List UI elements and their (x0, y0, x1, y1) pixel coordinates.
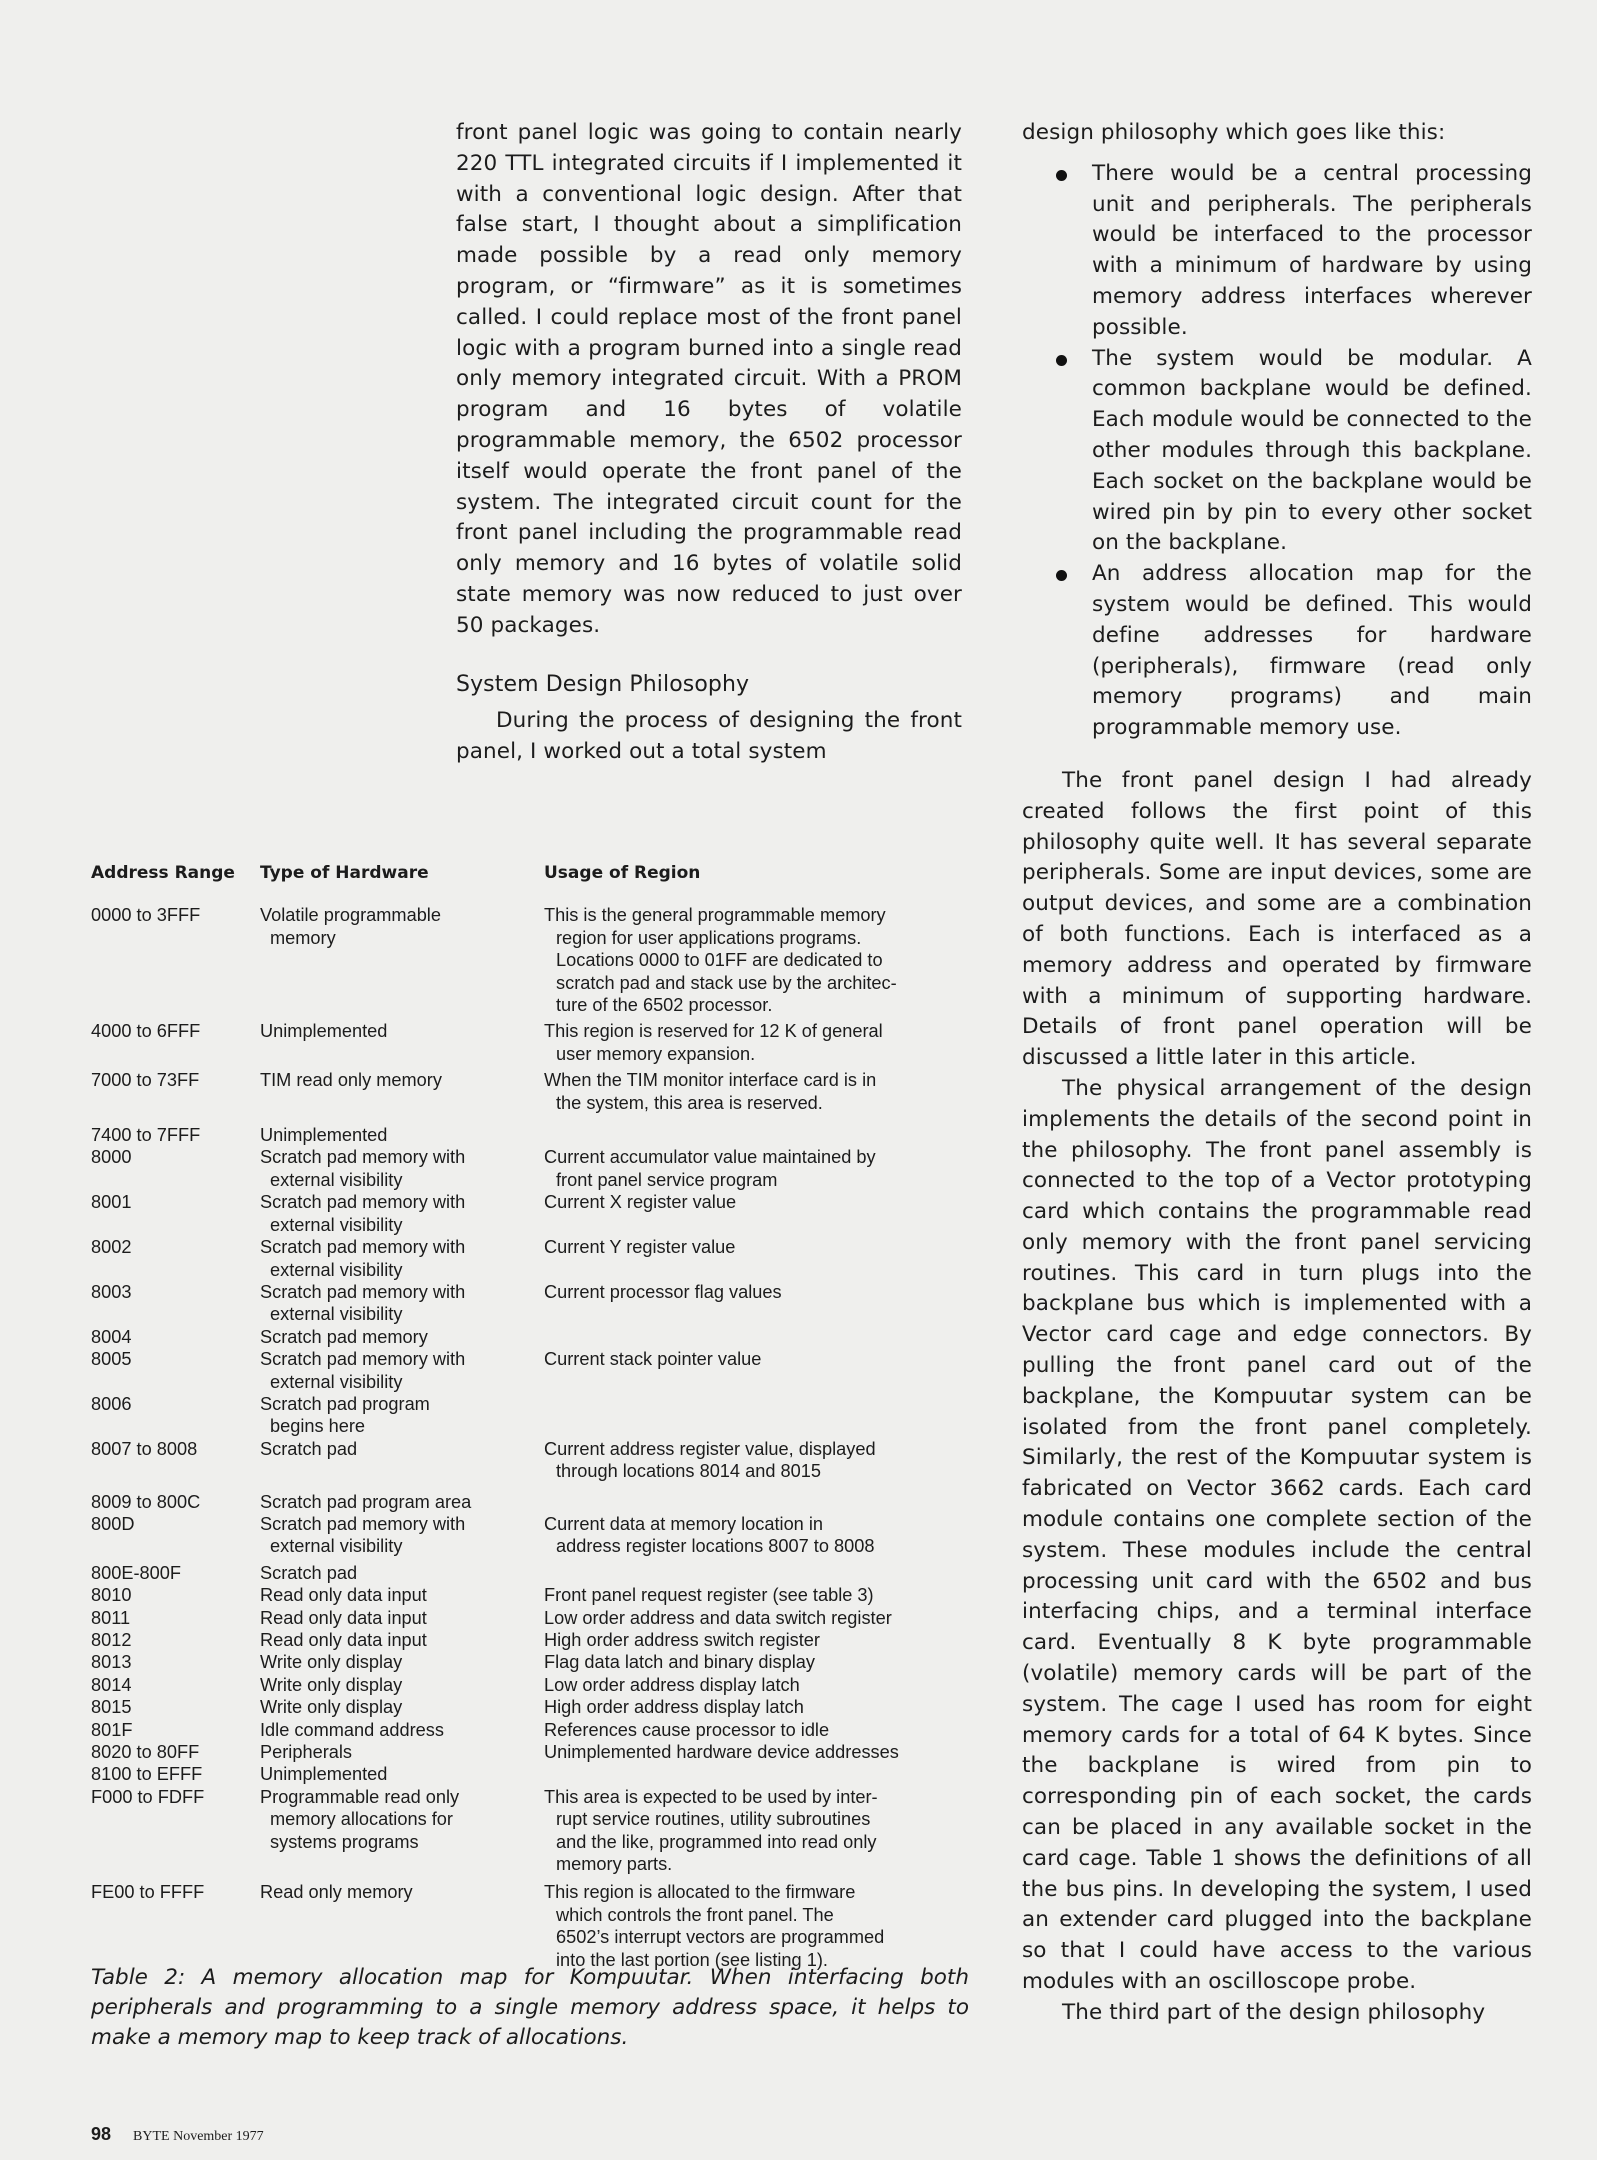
cell-usage (544, 1763, 971, 1785)
cell-address: 800D (91, 1513, 135, 1534)
cell-hardware: Scratch pad memory (260, 1326, 428, 1347)
table-caption: Table 2: A memory allocation map for Kompuutar. When interfacing both peripherals and programming to a single memory address space, it helps to make a memory map to keep track of allocations. (91, 1965, 969, 2050)
table-row (91, 1236, 971, 1281)
cell-hardware: Peripherals (260, 1742, 352, 1763)
cell-address: 8020 to 80FF (91, 1742, 200, 1763)
body-paragraph: The physical arrangement of the design implements the details of the second point in the philosophy. The front panel assembly is connected to the top of a Vector prototyping card which contains the programmable read only memory with the front panel servicing routines. This card in turn plugs into the backplane bus which is implemented with a Vector card cage and edge connectors. By pulling the front panel card out of the backplane, the Kompuutar system can be isolated from the front panel completely. Similarly, the rest of the Kompuutar system is fabricated on Vector 3662 cards. Each card module contains one complete section of the system. These modules include the central processing unit card with the 6502 and bus interfacing chips, and a terminal interface card. Eventually 8 K byte programmable (volatile) memory cards will be part of the system. The cage I used has room for eight memory cards for a total of 64 K bytes. Since the backplane is wired from pin to corresponding pin of each socket, the cards can be placed in any available socket in the card cage. Table 1 shows the definitions of all the bus pins. In developing the system, I used an extender card plugged into the backplane so that I could have access to the various modules with an oscilloscope probe. (1022, 1075, 1532, 1995)
cell-usage: This region is allocated to the firmware which controls the front panel. The 6502’s interrupt vectors are programmed into the last portion (see listing 1). (544, 1882, 885, 1970)
memory-map-table (91, 862, 971, 1971)
right-text-column (1022, 118, 1532, 2029)
cell-hardware: Scratch pad program area (260, 1491, 472, 1512)
publication-name: BYTE November 1977 (133, 2129, 264, 2144)
table-row (91, 1348, 971, 1393)
cell-address: 8014 (91, 1674, 132, 1695)
bullet-item: There would be a central processing unit and peripherals. The peripherals would be interfaced to the processor with a minimum of hardware by using memory address interfaces wherever possible. (1092, 159, 1532, 344)
cell-address: 8002 (91, 1237, 132, 1258)
cell-usage: Current stack pointer value (544, 1349, 762, 1370)
bullet-item: The system would be modular. A common backplane would be defined. Each module would be connected to the other modules through this backplane. Each socket on the backplane would be wired pin by pin to every other socket on the backplane. (1092, 344, 1532, 560)
cell-usage: Current Y register value (544, 1237, 736, 1258)
cell-usage: When the TIM monitor interface card is in the system, this area is reserved. (544, 1070, 877, 1113)
cell-address: 8013 (91, 1652, 132, 1673)
cell-address: 7400 to 7FFF (91, 1125, 201, 1146)
cell-usage: Low order address and data switch register (544, 1607, 892, 1628)
cell-hardware: Scratch pad memory with external visibility (260, 1349, 466, 1392)
cell-hardware: Read only memory (260, 1882, 413, 1903)
table-row (91, 1629, 971, 1651)
cell-address: 8004 (91, 1326, 132, 1347)
table-row (91, 1584, 971, 1606)
table-row (91, 1741, 971, 1763)
cell-usage: Flag data latch and binary display (544, 1652, 815, 1673)
middle-text-column (456, 118, 962, 768)
cell-hardware: Scratch pad memory with external visibility (260, 1281, 466, 1325)
cell-usage: References cause processor to idle (544, 1719, 830, 1740)
cell-usage: High order address switch register (544, 1630, 820, 1650)
table-row (91, 1326, 971, 1348)
cell-address: 8000 (91, 1147, 132, 1168)
bullet-list (1022, 159, 1532, 744)
table-row (91, 1281, 971, 1326)
cell-hardware: Unimplemented (260, 1125, 388, 1146)
cell-hardware: Idle command address (260, 1719, 444, 1740)
table-row (91, 904, 971, 1016)
cell-address: 8001 (91, 1192, 132, 1213)
table-row (91, 1786, 971, 1876)
cell-hardware: Write only display (260, 1674, 403, 1695)
cell-hardware: Programmable read only memory allocations for systems programs (260, 1786, 460, 1852)
cell-address: 4000 to 6FFF (91, 1021, 201, 1042)
table-row (91, 1881, 971, 1971)
bullet-item: An address allocation map for the system would be defined. This would define addresses for hardware (peripherals), firmware (read only memory programs) and main programmable memory use. (1092, 559, 1532, 744)
table-row (91, 1562, 971, 1584)
cell-address: 8006 (91, 1393, 132, 1414)
cell-hardware: Read only data input (260, 1585, 427, 1606)
cell-address: 8005 (91, 1349, 132, 1370)
cell-hardware: Scratch pad memory with external visibility (260, 1192, 466, 1235)
cell-usage (544, 1393, 971, 1438)
cell-address: 800E-800F (91, 1562, 181, 1583)
cell-hardware: Scratch pad memory with external visibility (260, 1237, 466, 1280)
cell-address: 7000 to 73FF (91, 1070, 200, 1091)
cell-usage: Unimplemented hardware device addresses (544, 1742, 899, 1763)
table-row (91, 1124, 971, 1146)
cell-address: 8010 (91, 1585, 132, 1606)
bullet-dot-icon (1056, 170, 1067, 181)
cell-address: 8015 (91, 1697, 132, 1718)
table-row (91, 1607, 971, 1629)
cell-address: 8012 (91, 1630, 132, 1650)
header-hardware-type: Type of Hardware (260, 863, 429, 883)
table-row (91, 1491, 971, 1513)
cell-hardware: Scratch pad (260, 1562, 358, 1583)
cell-hardware: Scratch pad memory with external visibility (260, 1513, 466, 1557)
cell-hardware: Write only display (260, 1697, 403, 1718)
cell-address: 801F (91, 1719, 133, 1740)
cell-address: FE00 to FFFF (91, 1882, 205, 1903)
body-paragraph: front panel logic was going to contain nearly 220 TTL integrated circuits if I implemented it with a conventional logic design. After that false start, I thought about a simplification made possible by a read only memory program, or “firmware” as it is sometimes called. I could replace most of the front panel logic with a program burned into a single read only memory integrated circuit. With a PROM program and 16 bytes of volatile programmable memory, the 6502 processor itself would operate the front panel of the system. The integrated circuit count for the front panel including the programmable read only memory and 16 bytes of volatile solid state memory was now reduced to just over 50 packages. (456, 120, 962, 638)
cell-usage: Front panel request register (see table 3) (544, 1585, 874, 1606)
table-row (91, 1651, 971, 1673)
page-number: 98 (91, 2124, 112, 2144)
table-row (91, 1438, 971, 1483)
bullet-dot-icon (1056, 355, 1067, 366)
cell-hardware: TIM read only memory (260, 1070, 442, 1091)
cell-address: 8011 (91, 1607, 131, 1628)
body-paragraph: The front panel design I had already created follows the first point of this philosophy quite well. It has several separate peripherals. Some are input devices, some are output devices, and some are a combination of both functions. Each is interfaced as a memory address and operated by firmware with a minimum of supporting hardware. Details of front panel operation will be discussed a little later in this article. (1022, 767, 1532, 1071)
cell-hardware: Scratch pad memory with external visibility (260, 1147, 466, 1190)
body-paragraph: design philosophy which goes like this: (1022, 120, 1446, 145)
table-row (91, 1393, 971, 1438)
cell-usage (544, 1124, 971, 1146)
table-row (91, 1513, 971, 1558)
cell-usage: Current X register value (544, 1192, 737, 1213)
cell-usage: Current address register value, displayed through locations 8014 and 8015 (544, 1438, 876, 1482)
table-row (91, 1191, 971, 1236)
table-row (91, 1719, 971, 1741)
table-row (91, 1763, 971, 1785)
cell-usage: This is the general programmable memory region for user applications programs. Locations 0000 to 01FF are dedicated to scratch pad and stack use by the architec- ture of the 6502 processor. (544, 905, 897, 1016)
cell-hardware: Write only display (260, 1652, 403, 1673)
table-row (91, 1696, 971, 1718)
cell-hardware: Unimplemented (260, 1764, 388, 1785)
cell-address: F000 to FDFF (91, 1786, 205, 1807)
cell-address: 8007 to 8008 (91, 1438, 198, 1459)
table-body (91, 904, 971, 1971)
cell-usage (544, 1491, 971, 1513)
table-row (91, 1020, 971, 1065)
section-heading: System Design Philosophy (456, 671, 750, 697)
cell-hardware: Scratch pad program begins here (260, 1393, 430, 1437)
cell-usage: This area is expected to be used by inter- rupt service routines, utility subroutines and the like, programmed into read only memory parts. (544, 1786, 878, 1875)
cell-address: 8003 (91, 1281, 132, 1302)
cell-usage: High order address display latch (544, 1697, 804, 1718)
cell-usage (544, 1562, 971, 1584)
cell-usage: Current accumulator value maintained by front panel service program (544, 1147, 876, 1190)
table-row (91, 1674, 971, 1696)
cell-address: 8100 to EFFF (91, 1764, 203, 1785)
header-address-range: Address Range (91, 863, 235, 883)
table-header (91, 862, 971, 884)
cell-hardware: Scratch pad (260, 1438, 358, 1459)
cell-usage: Current processor flag values (544, 1281, 782, 1302)
header-usage: Usage of Region (544, 863, 701, 883)
cell-usage: Low order address display latch (544, 1674, 800, 1695)
bullet-dot-icon (1056, 570, 1067, 581)
cell-address: 0000 to 3FFF (91, 905, 201, 926)
cell-usage: Current data at memory location in address register locations 8007 to 8008 (544, 1513, 875, 1557)
cell-hardware: Volatile programmable memory (260, 905, 441, 948)
table-row (91, 1069, 971, 1114)
cell-hardware: Read only data input (260, 1630, 427, 1650)
cell-hardware: Unimplemented (260, 1021, 388, 1042)
cell-address: 8009 to 800C (91, 1491, 201, 1512)
cell-hardware: Read only data input (260, 1607, 427, 1628)
cell-usage: This region is reserved for 12 K of general user memory expansion. (544, 1021, 883, 1064)
body-paragraph: The third part of the design philosophy (1062, 1999, 1486, 2025)
cell-usage (544, 1326, 971, 1348)
page-footer (91, 2124, 264, 2145)
body-paragraph: During the process of designing the front panel, I worked out a total system (456, 708, 962, 765)
table-row (91, 1146, 971, 1191)
